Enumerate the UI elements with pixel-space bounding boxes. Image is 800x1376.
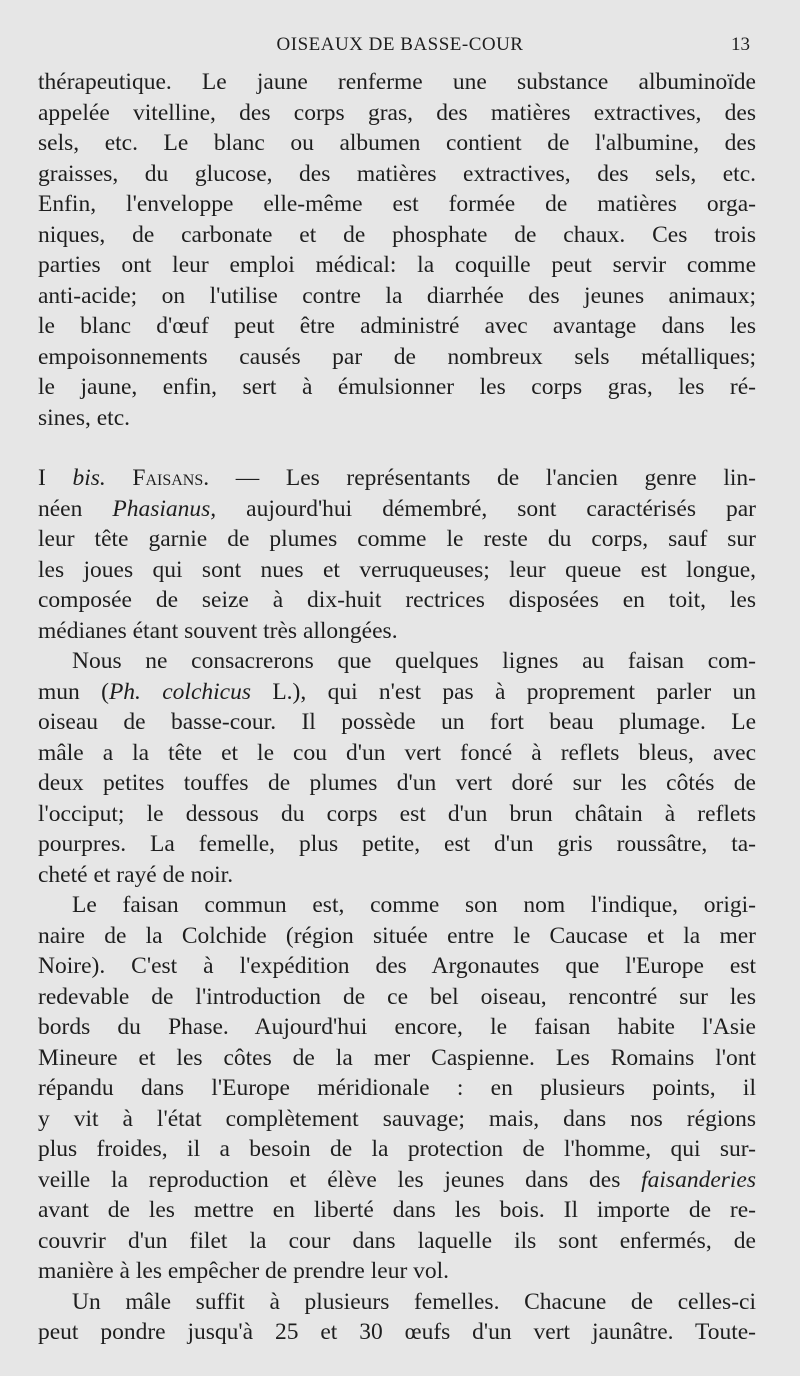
text-line: oiseau de basse-cour. Il possède un fort beau plumage. Le xyxy=(38,709,756,735)
text-line: mâle a la tête et le cou d'un vert foncé à reflets bleus, avec xyxy=(38,739,756,766)
text-line: pourpres. La femelle, plus petite, est d'un gris roussâtre, ta- xyxy=(38,831,756,857)
text-line: manière à les empêcher de prendre leur vol. xyxy=(38,1258,450,1284)
paragraph-origine xyxy=(38,890,756,1287)
text-span: mun ( xyxy=(38,678,109,705)
text-line: thérapeutique. Le jaune renferme une substance albuminoïde xyxy=(38,69,756,95)
text-line: composée de seize à dix-huit rectrices disposées en toit, les xyxy=(38,587,756,613)
text-line: anti-acide; on l'utilise contre la diarrhée des jeunes animaux; xyxy=(38,282,756,309)
genus-name: Phasianus, xyxy=(112,495,217,522)
page-header xyxy=(0,30,800,60)
text-line: niques, de carbonate et de phosphate de chaux. Ces trois xyxy=(38,221,756,248)
text-line: empoisonnements causés par de nombreux sels métalliques; xyxy=(38,343,756,370)
section-bis: bis. xyxy=(72,465,106,491)
paragraph-ponte xyxy=(38,1287,756,1348)
section-heading: Faisans. xyxy=(132,465,210,491)
text-line: Noire). C'est à l'expédition des Argonautes que l'Europe est xyxy=(38,953,756,979)
text-line: l'occiput; le dessous du corps est d'un brun châtain à reflets xyxy=(38,800,756,827)
text-line: peut pondre jusqu'à 25 et 30 œufs d'un vert jaunâtre. Toute- xyxy=(38,1319,756,1345)
text-line: médianes étant souvent très allongées. xyxy=(38,617,398,644)
paragraph-therapeutique xyxy=(38,67,756,433)
text-line: les joues qui sont nues et verruqueuses; leur queue est longue, xyxy=(38,556,756,583)
text-span: L.), qui n'est pas à proprement parler un xyxy=(251,678,757,705)
text-line: deux petites touffes de plumes d'un vert doré sur les côtés de xyxy=(38,770,756,796)
text-line: Mineure et les côtes de la mer Caspienne. Les Romains l'ont xyxy=(38,1044,756,1071)
text-span: — Les représentants de l'ancien genre lin- xyxy=(209,465,756,491)
section-number: I xyxy=(38,465,46,491)
text-line: couvrir d'un filet la cour dans laquelle ils sont enfermés, de xyxy=(38,1227,756,1254)
text-line: Enfin, l'enveloppe elle-même est formée de matières orga- xyxy=(38,191,756,217)
text-line xyxy=(38,1165,756,1196)
paragraph-faisan-commun xyxy=(38,646,756,890)
text-line: cheté et rayé de noir. xyxy=(38,861,234,888)
text-line: avant de les mettre en liberté dans les bois. Il importe de re- xyxy=(38,1197,756,1223)
species-name: Ph. colchicus xyxy=(108,678,251,705)
text-line: répandu dans l'Europe méridionale : en plusieurs points, il xyxy=(38,1075,756,1101)
text-line xyxy=(38,677,756,708)
text-span: veille la reproduction et élève les jeunes dans des xyxy=(38,1166,642,1193)
text-line: Nous ne consacrerons que quelques lignes au faisan com- xyxy=(72,648,756,674)
text-line: sels, etc. Le blanc ou albumen contient de l'albumine, des xyxy=(38,130,756,156)
text-line: naire de la Colchide (région située entre le Caucase et la mer xyxy=(38,922,756,949)
text-line: le blanc d'œuf peut être administré avec avantage dans les xyxy=(38,313,756,339)
text-line: leur tête garnie de plumes comme le reste du corps, sauf sur xyxy=(38,526,756,552)
section-gap xyxy=(38,433,756,463)
section-faisans xyxy=(38,463,756,646)
text-line: bords du Phase. Aujourd'hui encore, le faisan habite l'Asie xyxy=(38,1014,756,1040)
page-number: 13 xyxy=(731,34,750,55)
text-line: appelée vitelline, des corps gras, des matières extractives, des xyxy=(38,99,756,126)
text-line: plus froides, il a besoin de la protection de l'homme, qui sur- xyxy=(38,1136,756,1162)
text-span: aujourd'hui démembré, sont caractérisés par xyxy=(216,495,756,522)
italic-term: faisanderies xyxy=(641,1166,756,1193)
text-line: parties ont leur emploi médical: la coquille peut servir comme xyxy=(38,252,756,278)
text-span: néen xyxy=(38,495,113,522)
text-line: sines, etc. xyxy=(38,404,131,431)
text-line: Le faisan commun est, comme son nom l'indique, origi- xyxy=(72,892,756,918)
text-line xyxy=(38,494,756,525)
text-line: le jaune, enfin, sert à émulsionner les corps gras, les ré- xyxy=(38,374,756,400)
text-line: redevable de l'introduction de ce bel oiseau, rencontré sur les xyxy=(38,983,756,1010)
text-line xyxy=(38,463,756,494)
text-line: graisses, du glucose, des matières extractives, des sels, etc. xyxy=(38,160,756,187)
text-line: y vit à l'état complètement sauvage; mais, dans nos régions xyxy=(38,1105,756,1132)
text-line: Un mâle suffit à plusieurs femelles. Chacune de celles-ci xyxy=(72,1288,756,1315)
running-title: OISEAUX DE BASSE-COUR xyxy=(276,34,524,55)
body-text xyxy=(38,67,756,1348)
